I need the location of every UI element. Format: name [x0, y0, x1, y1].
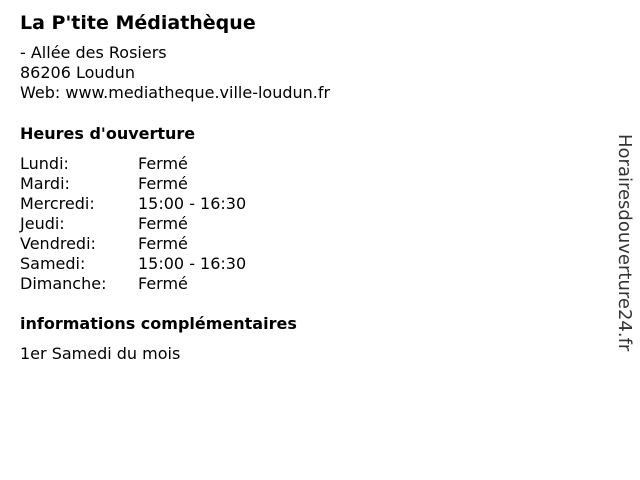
day-hours: 15:00 - 16:30: [138, 254, 247, 273]
address-web: Web: www.mediatheque.ville-loudun.fr: [20, 83, 331, 102]
day-label: Samedi:: [20, 254, 86, 273]
day-hours: 15:00 - 16:30: [138, 194, 247, 213]
address-street: - Allée des Rosiers: [20, 43, 167, 62]
hours-row-thursday: [20, 214, 320, 234]
day-hours: Fermé: [138, 234, 188, 253]
page-title: La P'tite Médiathèque: [20, 12, 256, 34]
day-label: Vendredi:: [20, 234, 96, 253]
day-label: Lundi:: [20, 154, 69, 173]
watermark-text: Horairesdouverture24.fr: [614, 134, 635, 352]
day-hours: Fermé: [138, 154, 188, 173]
info-heading: informations complémentaires: [20, 314, 297, 333]
day-hours: Fermé: [138, 174, 188, 193]
watermark: [612, 134, 636, 352]
day-hours: Fermé: [138, 214, 188, 233]
hours-row-monday: [20, 154, 320, 174]
day-label: Mercredi:: [20, 194, 95, 213]
hours-table: [20, 154, 320, 294]
hours-row-friday: [20, 234, 320, 254]
day-label: Dimanche:: [20, 274, 107, 293]
day-label: Mardi:: [20, 174, 70, 193]
day-hours: Fermé: [138, 274, 188, 293]
address-block: [20, 43, 330, 103]
hours-row-wednesday: [20, 194, 320, 214]
info-text: 1er Samedi du mois: [20, 344, 181, 363]
hours-heading: Heures d'ouverture: [20, 124, 196, 143]
day-label: Jeudi:: [20, 214, 65, 233]
address-city: 86206 Loudun: [20, 63, 135, 82]
hours-row-sunday: [20, 274, 320, 294]
hours-row-saturday: [20, 254, 320, 274]
hours-row-tuesday: [20, 174, 320, 194]
